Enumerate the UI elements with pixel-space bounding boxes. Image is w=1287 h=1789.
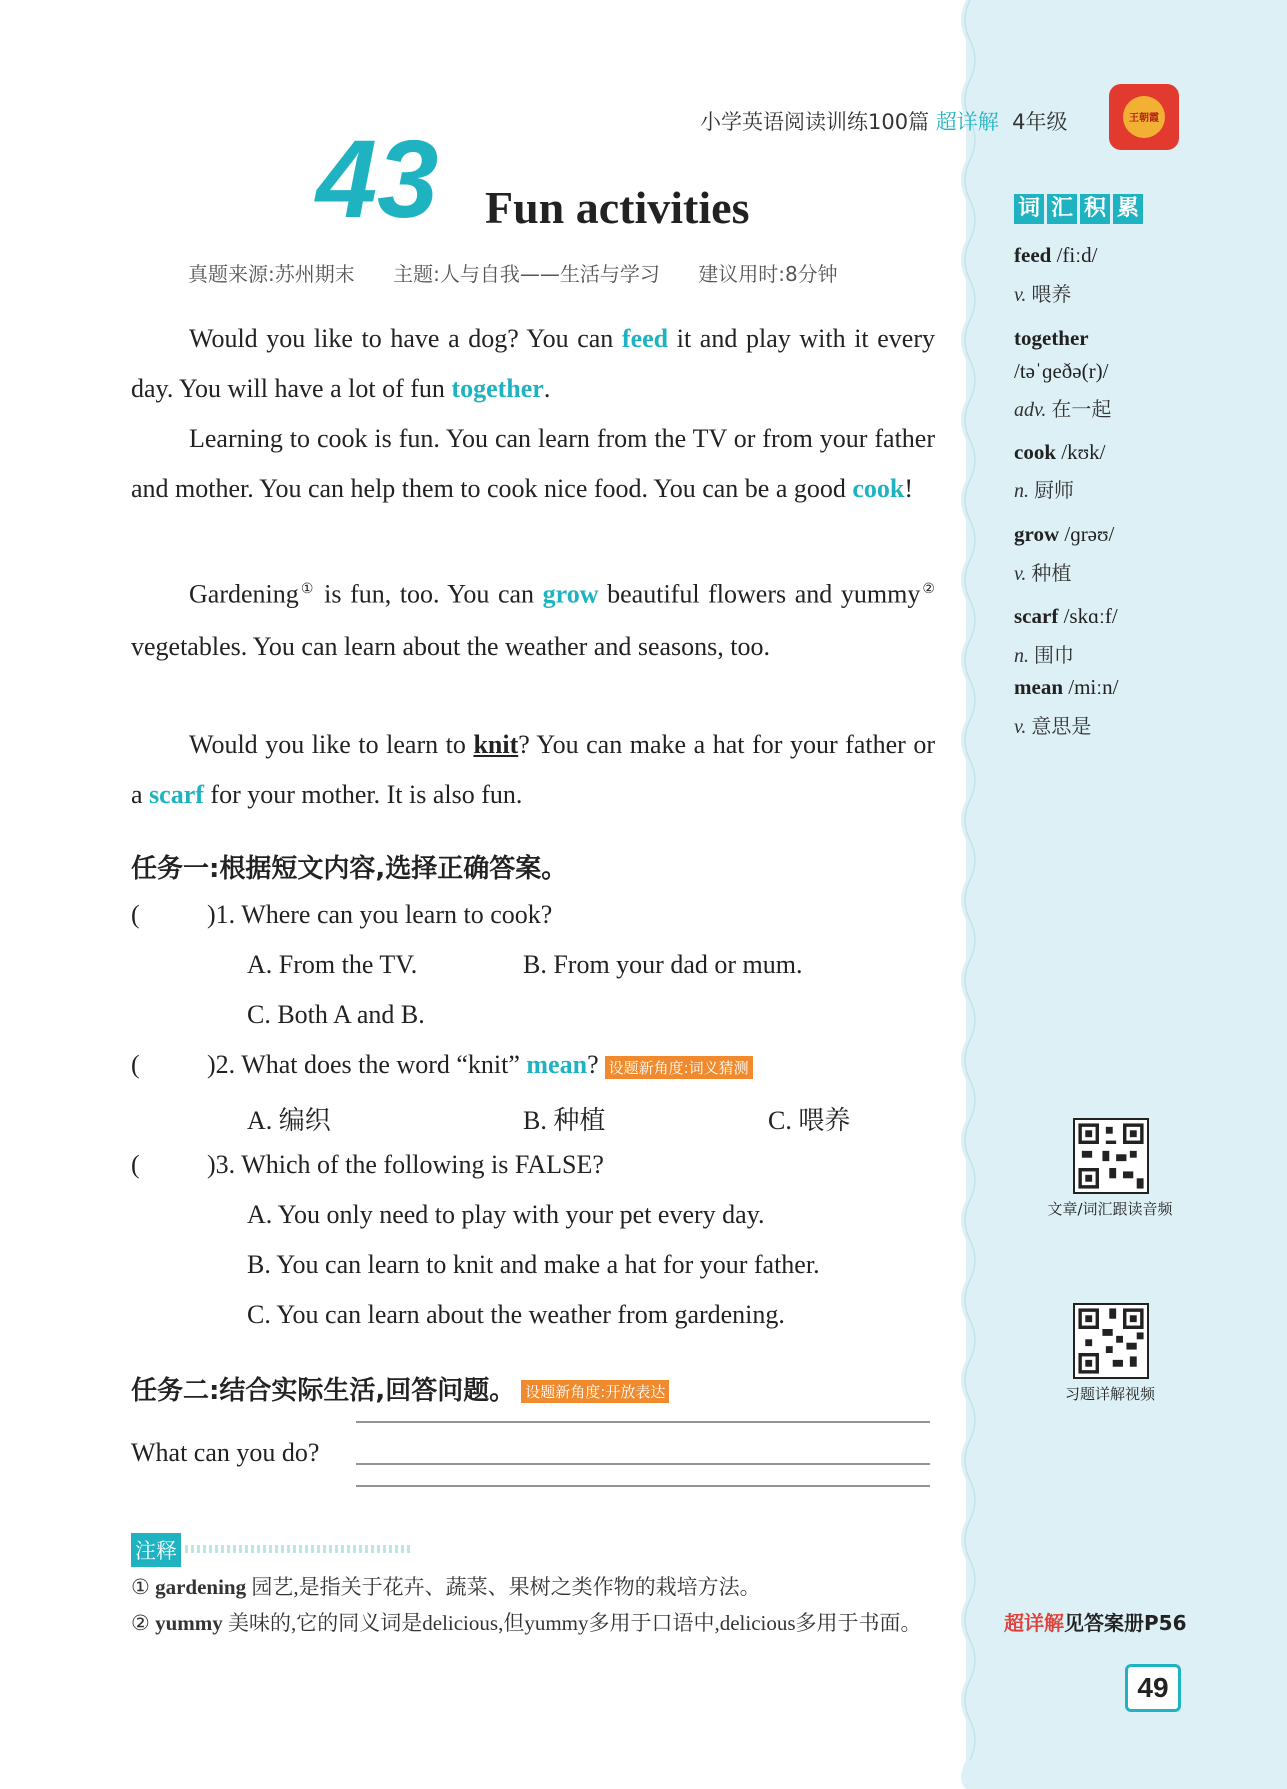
vocab-def-cook: n. 厨师: [1014, 480, 1074, 502]
qr-code-audio[interactable]: [1073, 1118, 1149, 1194]
qr-caption-audio: 文章/词汇跟读音频: [1047, 1200, 1173, 1218]
passage-paragraph-3: Gardening① is fun, too. You can grow beautiful flowers and yummy② vegetables. You can learn about the weather and seasons, too.: [131, 579, 935, 661]
theme-label: 主题:人与自我——生活与学习: [393, 262, 660, 286]
vocab-highlight: feed: [621, 324, 669, 353]
vocab-highlight: cook: [852, 474, 905, 503]
q2-option-a[interactable]: A. 编织: [247, 1106, 331, 1135]
vocab-title: 词 汇 积 累: [1014, 194, 1146, 224]
passage-paragraph-4: Would you like to learn to knit? You can make a hat for your father or a scarf for your mother. It is also fun.: [131, 730, 935, 809]
task2-heading: 任务二:结合实际生活,回答问题。 设题新角度:开放表达: [131, 1370, 669, 1407]
grade-label: 4年级: [1012, 110, 1068, 134]
task2-question: What can you do?: [131, 1438, 320, 1467]
q2-option-b[interactable]: B. 种植: [523, 1106, 606, 1135]
vocab-word-together: together: [1014, 326, 1089, 350]
new-angle-badge: 设题新角度:词义猜测: [605, 1056, 753, 1079]
time-label: 建议用时:8分钟: [698, 262, 838, 286]
passage-paragraph-2: Learning to cook is fun. You can learn from the TV or from your father and mother. You can help them to cook nice food. You can be a good cook!: [131, 424, 935, 503]
vocab-def-feed: v. 喂养: [1014, 284, 1072, 306]
footnote-mark: ①: [298, 582, 316, 597]
qr-code-video[interactable]: [1073, 1303, 1149, 1379]
q1-option-c[interactable]: C. Both A and B.: [247, 1000, 425, 1029]
q1-option-a[interactable]: A. From the TV.: [247, 950, 418, 979]
notes-decoration: [185, 1545, 410, 1553]
vocab-word-grow: grow /ɡrəʊ/: [1014, 522, 1115, 546]
vocab-def-together: adv. 在一起: [1014, 399, 1112, 421]
new-angle-badge: 设题新角度:开放表达: [521, 1380, 669, 1403]
vocab-word-mean: mean /miːn/: [1014, 675, 1119, 699]
note-1: ① gardening 园艺,是指关于花卉、蔬菜、果树之类作物的栽培方法。: [131, 1575, 761, 1599]
q1-option-b[interactable]: B. From your dad or mum.: [523, 950, 803, 979]
book-header-accent: 超详解: [935, 110, 999, 134]
q3-option-b[interactable]: B. You can learn to knit and make a hat for your father.: [247, 1250, 820, 1279]
vocab-highlight: grow: [542, 579, 599, 609]
answer-reference: 超详解见答案册P56: [1004, 1611, 1187, 1635]
sidebar-wave-edge: [952, 0, 982, 1789]
vocab-highlight: scarf: [149, 780, 204, 809]
answer-lines[interactable]: [356, 1415, 932, 1495]
vocab-def-grow: v. 种植: [1014, 563, 1072, 585]
page-number: 49: [1125, 1664, 1181, 1712]
vocab-word-scarf: scarf /skɑːf/: [1014, 604, 1118, 628]
passage-paragraph-1: Would you like to have a dog? You can feed it and play with it every day. You will have a lot of fun together.: [131, 324, 935, 403]
publisher-logo: 王朝霞: [1109, 84, 1179, 150]
vocab-def-mean: v. 意思是: [1014, 716, 1092, 738]
vocab-word-cook: cook /kʊk/: [1014, 440, 1106, 464]
q2-option-c[interactable]: C. 喂养: [768, 1106, 851, 1135]
vocab-phon-together: /təˈɡeðə(r)/: [1014, 359, 1109, 383]
task1-heading: 任务一:根据短文内容,选择正确答案。: [131, 854, 568, 884]
lesson-meta: [188, 258, 870, 287]
source-label: 真题来源:苏州期末: [188, 262, 355, 286]
book-header: 小学英语阅读训练100篇 超详解 4年级: [700, 110, 1068, 134]
qr-caption-video: 习题详解视频: [1064, 1385, 1155, 1403]
note-2: ② yummy 美味的,它的同义词是delicious,但yummy多用于口语中,delicious多用于书面。: [131, 1611, 922, 1635]
q3-option-c[interactable]: C. You can learn about the weather from gardening.: [247, 1300, 785, 1329]
sidebar-background: [966, 0, 1287, 1789]
lesson-title: Fun activities: [485, 182, 750, 233]
target-word: knit: [473, 730, 519, 759]
footnote-mark: ②: [920, 582, 935, 597]
vocab-highlight: together: [451, 374, 544, 403]
vocab-word-feed: feed /fiːd/: [1014, 243, 1098, 267]
q3-option-a[interactable]: A. You only need to play with your pet every day.: [247, 1200, 765, 1229]
vocab-def-scarf: n. 围巾: [1014, 645, 1074, 667]
lesson-number: 43: [316, 118, 439, 241]
notes-title: 注释: [131, 1533, 181, 1567]
